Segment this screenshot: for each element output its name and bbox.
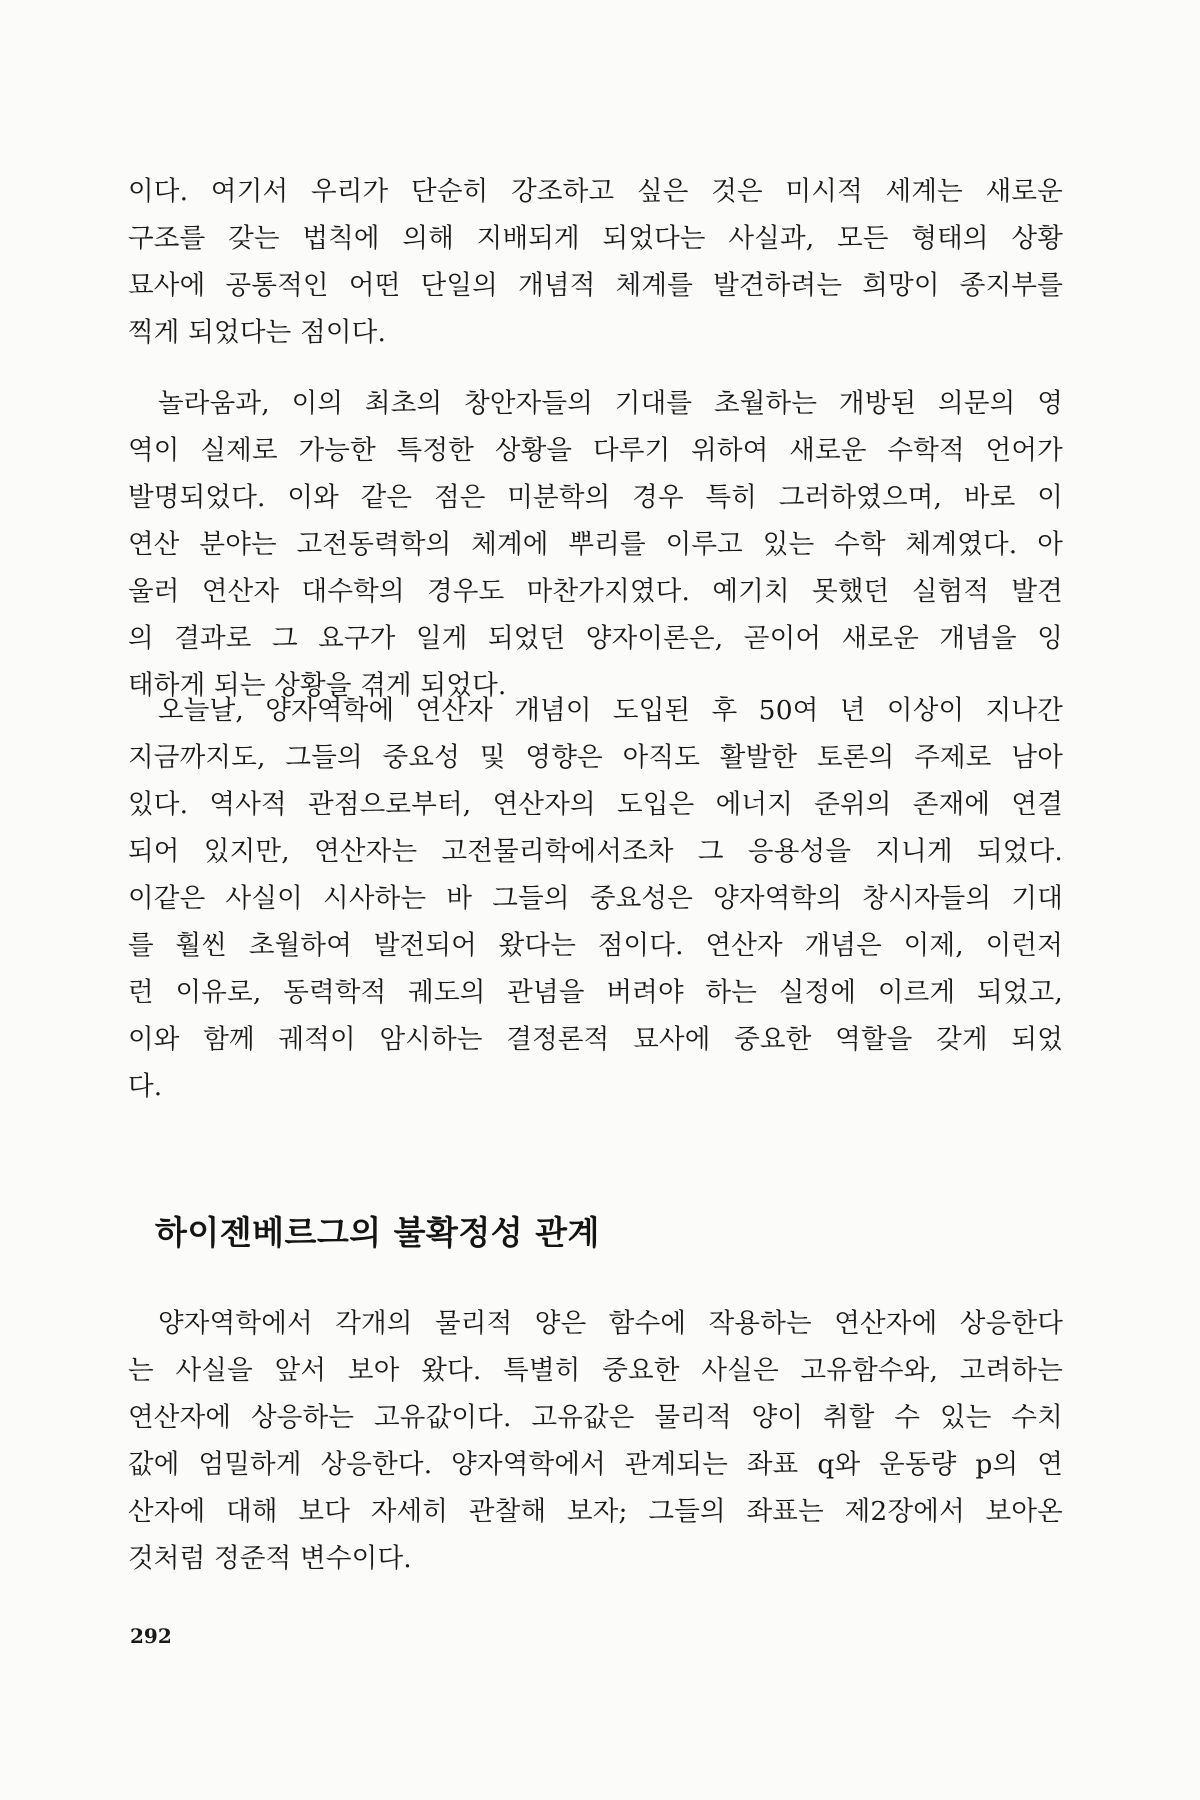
text-line: 를 훨씬 초월하여 발전되어 왔다는 점이다. 연산자 개념은 이제, 이런저	[128, 930, 1063, 961]
text-line: 의 결과로 그 요구가 일게 되었던 양자이론은, 곧이어 새로운 개념을 잉	[128, 623, 1063, 654]
text-line: 찍게 되었다는 점이다.	[128, 317, 387, 348]
text-line: 런 이유로, 동력학적 궤도의 관념을 버려야 하는 실정에 이르게 되었고,	[128, 977, 1063, 1008]
text-line: 양자역학에서 각개의 물리적 양은 함수에 작용하는 연산자에 상응한다	[158, 1308, 1063, 1339]
text-line: 이다. 여기서 우리가 단순히 강조하고 싶은 것은 미시적 세계는 새로운	[128, 176, 1063, 207]
paragraph-1	[128, 168, 1063, 356]
paragraph-3	[128, 687, 1063, 1110]
text-line: 산자에 대해 보다 자세히 관찰해 보자; 그들의 좌표는 제2장에서 보아온	[128, 1496, 1063, 1527]
text-line: 연산 분야는 고전동력학의 체계에 뿌리를 이루고 있는 수학 체계였다. 아	[128, 529, 1063, 560]
text-line: 있다. 역사적 관점으로부터, 연산자의 도입은 에너지 준위의 존재에 연결	[128, 789, 1063, 820]
page-number: 292	[130, 1624, 172, 1648]
text-line: 태하게 되는 상황을 겪게 되었다.	[128, 670, 507, 701]
paragraph-4	[128, 1300, 1063, 1582]
text-line: 발명되었다. 이와 같은 점은 미분학의 경우 특히 그러하였으며, 바로 이	[128, 482, 1063, 513]
paragraph-2	[128, 380, 1063, 709]
text-line: 묘사에 공통적인 어떤 단일의 개념적 체계를 발견하려는 희망이 종지부를	[128, 270, 1063, 301]
text-line: 놀라움과, 이의 최초의 창안자들의 기대를 초월하는 개방된 의문의 영	[158, 388, 1063, 419]
text-line: 는 사실을 앞서 보아 왔다. 특별히 중요한 사실은 고유함수와, 고려하는	[128, 1355, 1063, 1386]
text-line: 되어 있지만, 연산자는 고전물리학에서조차 그 응용성을 지니게 되었다.	[128, 836, 1063, 867]
text-line: 오늘날, 양자역학에 연산자 개념이 도입된 후 50여 년 이상이 지나간	[158, 695, 1063, 726]
text-line: 이와 함께 궤적이 암시하는 결정론적 묘사에 중요한 역할을 갖게 되었	[128, 1024, 1063, 1055]
text-line: 이같은 사실이 시사하는 바 그들의 중요성은 양자역학의 창시자들의 기대	[128, 883, 1063, 914]
text-line: 것처럼 정준적 변수이다.	[128, 1543, 412, 1574]
text-line: 울러 연산자 대수학의 경우도 마찬가지였다. 예기치 못했던 실험적 발견	[128, 576, 1063, 607]
text-line: 다.	[128, 1071, 163, 1102]
text-line: 값에 엄밀하게 상응한다. 양자역학에서 관계되는 좌표 q와 운동량 p의 연	[128, 1449, 1063, 1480]
section-heading: 하이젠베르그의 불확정성 관계	[155, 1213, 600, 1252]
text-line: 연산자에 상응하는 고유값이다. 고유값은 물리적 양이 취할 수 있는 수치	[128, 1402, 1063, 1433]
text-line: 구조를 갖는 법칙에 의해 지배되게 되었다는 사실과, 모든 형태의 상황	[128, 223, 1063, 254]
text-line: 역이 실제로 가능한 특정한 상황을 다루기 위하여 새로운 수학적 언어가	[128, 435, 1063, 466]
text-line: 지금까지도, 그들의 중요성 및 영향은 아직도 활발한 토론의 주제로 남아	[128, 742, 1064, 773]
